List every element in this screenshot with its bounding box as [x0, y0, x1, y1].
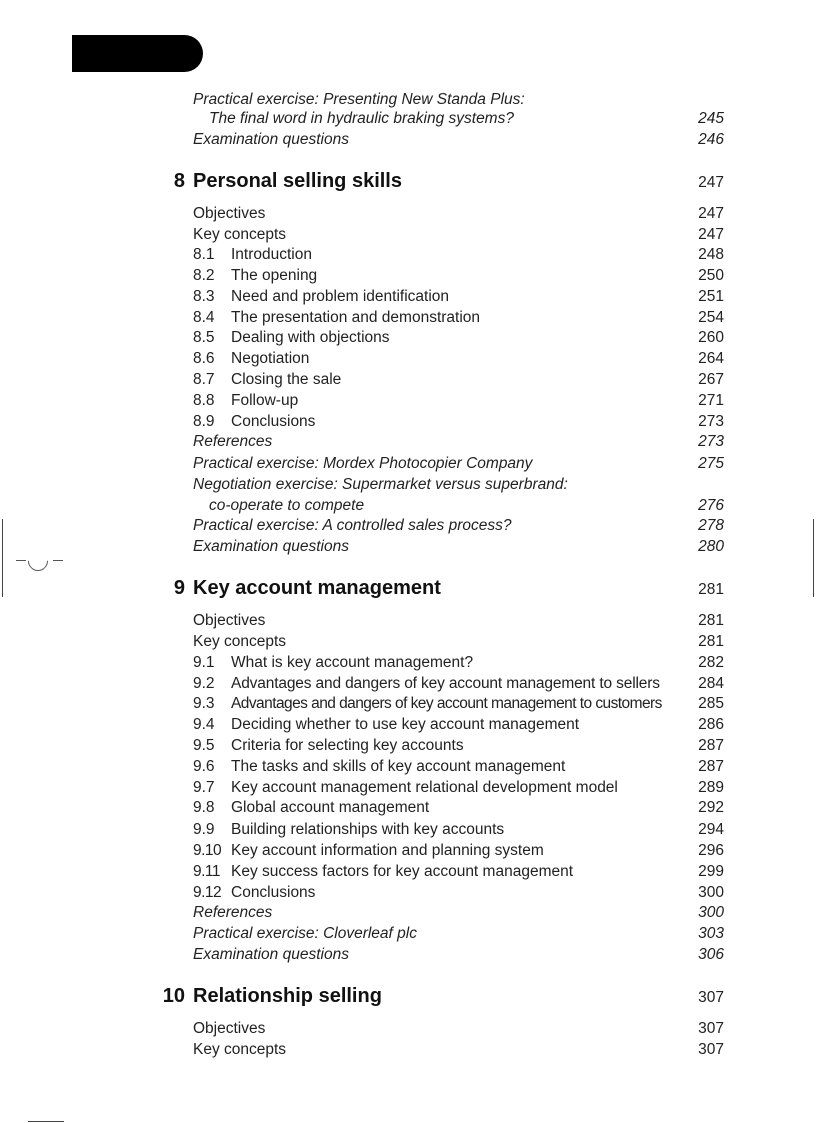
- toc-entry: 8.7 Closing the sale 267: [193, 371, 724, 388]
- toc-entry: Practical exercise: Cloverleaf plc 303: [193, 925, 724, 942]
- registration-dash: [53, 560, 63, 561]
- toc-entry: Examination questions 246: [193, 131, 724, 148]
- toc-entry: 9.9 Building relationships with key accounts 294: [193, 821, 724, 838]
- toc-entry: 9.7 Key account management relational development model 289: [193, 779, 724, 796]
- toc-entry: 8.3 Need and problem identification 251: [193, 288, 724, 305]
- toc-entry: 9.5 Criteria for selecting key accounts 287: [193, 737, 724, 754]
- toc-entry: 9.11 Key success factors for key account management 299: [193, 863, 724, 880]
- toc-entry: 9.12 Conclusions 300: [193, 884, 724, 901]
- toc-entry: References 300: [193, 904, 724, 921]
- chapter-heading: 9 Key account management 281: [173, 577, 724, 599]
- toc-entry: Key concepts 281: [193, 633, 724, 650]
- toc-entry: Examination questions 280: [193, 538, 724, 555]
- toc-entry: The final word in hydraulic braking systems? 245: [209, 110, 724, 127]
- toc-entry: Examination questions 306: [193, 946, 724, 963]
- toc-entry: 9.4 Deciding whether to use key account management 286: [193, 716, 724, 733]
- toc-entry: 8.1 Introduction 248: [193, 246, 724, 263]
- toc-entry: co-operate to compete 276: [209, 497, 724, 514]
- toc-entry: Practical exercise: Presenting New Standa Plus:: [193, 91, 525, 108]
- toc-entry: 9.8 Global account management 292: [193, 799, 724, 816]
- toc-entry: Objectives 307: [193, 1020, 724, 1037]
- toc-entry: 9.2 Advantages and dangers of key account management to sellers 284: [193, 675, 724, 692]
- toc-entry: Practical exercise: Mordex Photocopier Company 275: [193, 455, 724, 472]
- toc-entry: 9.10 Key account information and planning system 296: [193, 842, 724, 859]
- toc-entry: 9.3 Advantages and dangers of key account management to customers 285: [193, 695, 724, 712]
- crop-mark-left: [2, 519, 3, 597]
- toc-entry: Negotiation exercise: Supermarket versus superbrand:: [193, 476, 568, 493]
- toc-entry: 8.2 The opening 250: [193, 267, 724, 284]
- toc-entry: 9.1 What is key account management? 282: [193, 654, 724, 671]
- toc-entry: 8.9 Conclusions 273: [193, 413, 724, 430]
- toc-entry: Key concepts 247: [193, 226, 724, 243]
- chapter-heading: 10 Relationship selling 307: [162, 985, 724, 1007]
- toc-entry: 8.5 Dealing with objections 260: [193, 329, 724, 346]
- toc-entry: Key concepts 307: [193, 1041, 724, 1058]
- toc-entry: 8.8 Follow-up 271: [193, 392, 724, 409]
- toc-entry: 9.6 The tasks and skills of key account management 287: [193, 758, 724, 775]
- toc-entry: 8.4 The presentation and demonstration 254: [193, 309, 724, 326]
- registration-dash: [16, 560, 26, 561]
- toc-entry: 8.6 Negotiation 264: [193, 350, 724, 367]
- toc-entry: Objectives 247: [193, 205, 724, 222]
- registration-mark-icon: [24, 547, 52, 575]
- chapter-heading: 8 Personal selling skills 247: [173, 170, 724, 192]
- toc-entry: References 273: [193, 433, 724, 450]
- crop-mark-right: [813, 519, 814, 597]
- toc-entry: Practical exercise: A controlled sales process? 278: [193, 517, 724, 534]
- toc-entry: Objectives 281: [193, 612, 724, 629]
- crop-mark-bottom: [28, 1121, 64, 1122]
- chapter-tab-marker: [72, 35, 203, 72]
